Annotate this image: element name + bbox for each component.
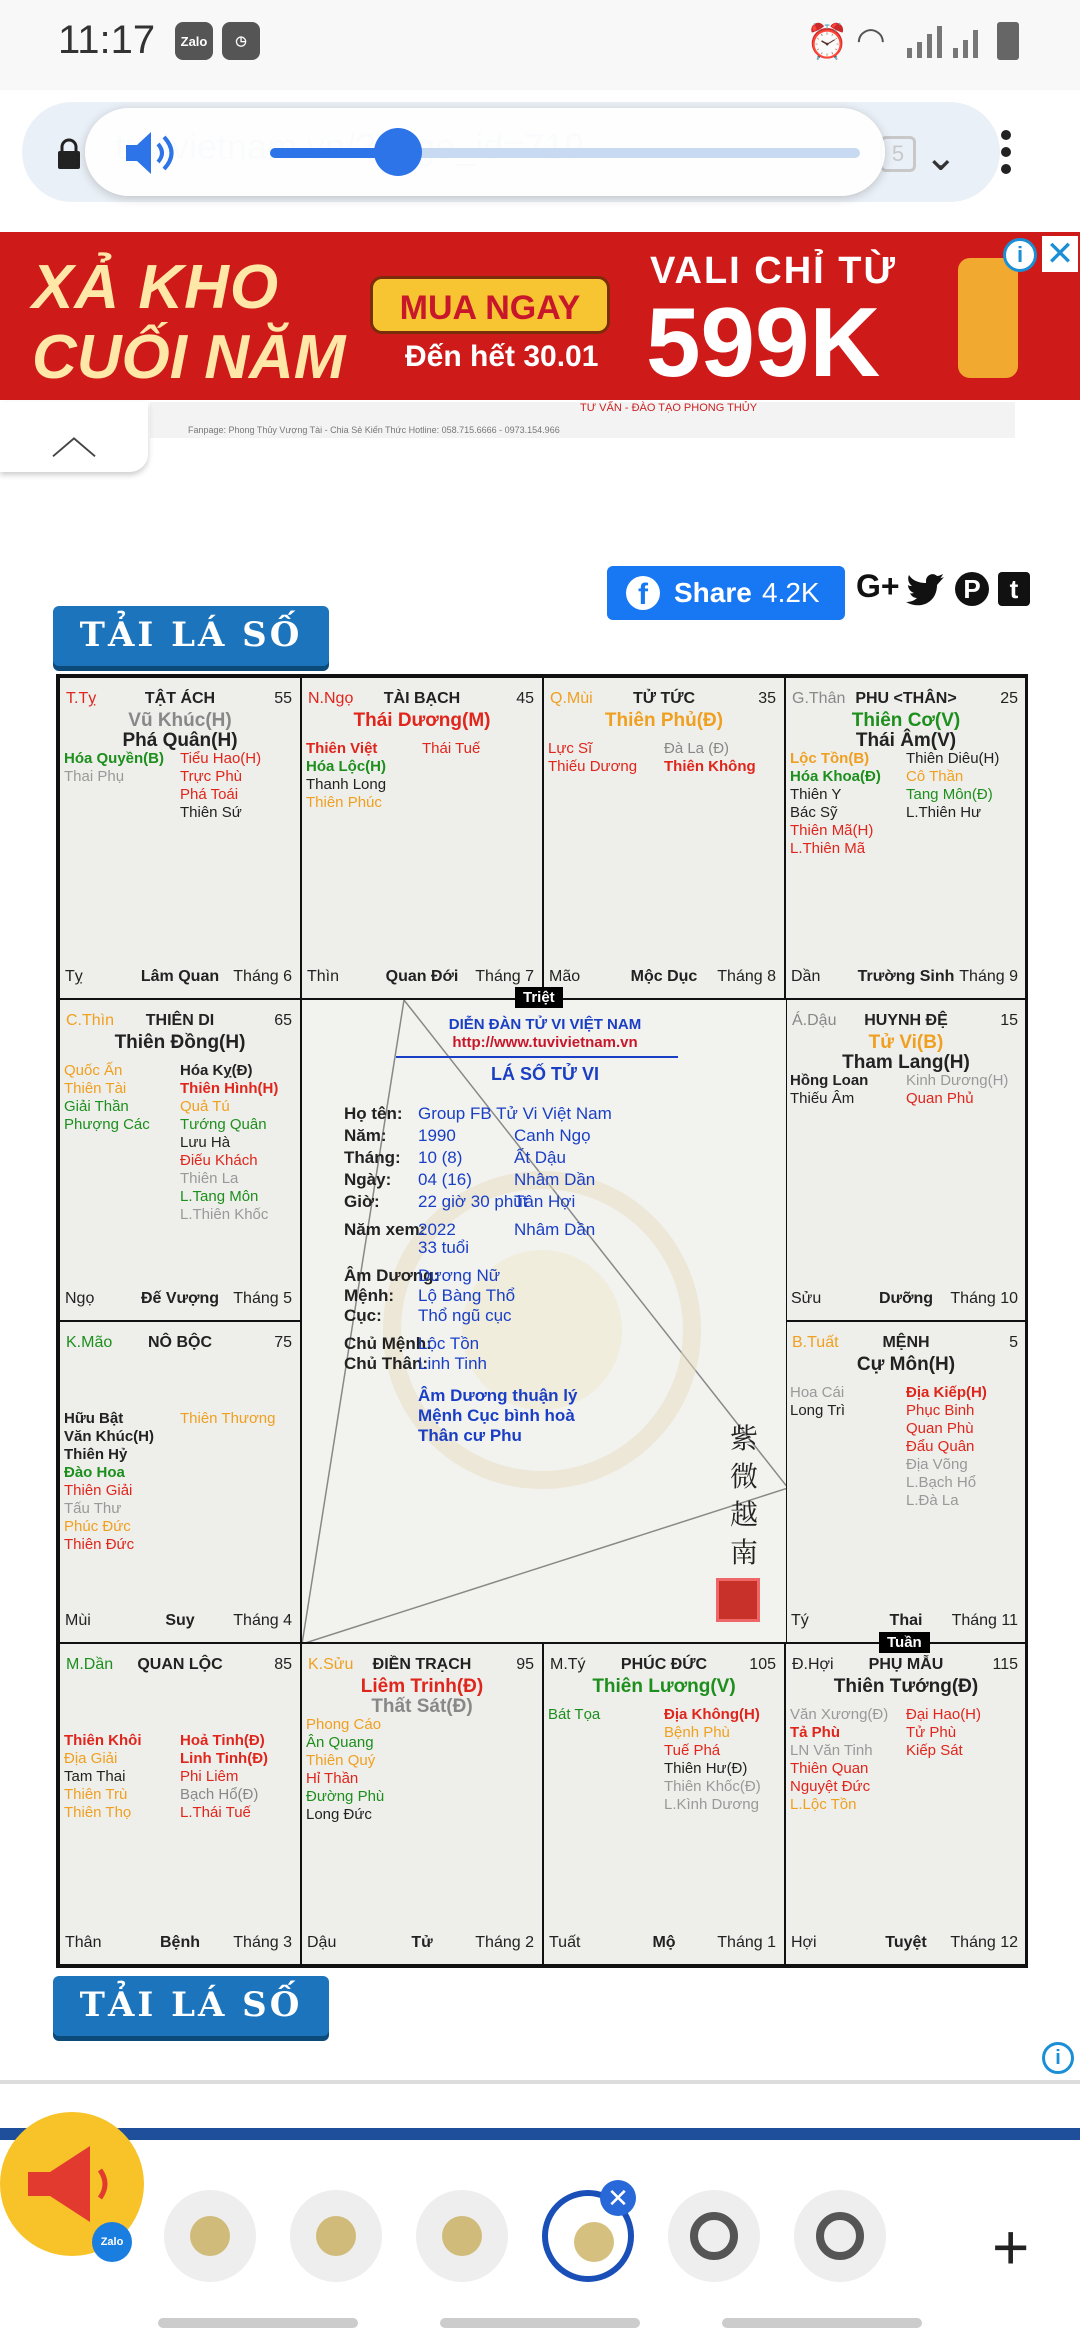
palace-phase: Trường Sinh: [857, 968, 955, 985]
volume-slider-handle[interactable]: [374, 128, 422, 176]
minor-star: Thiên Khôi: [64, 1732, 142, 1749]
minor-star: Phá Toái: [180, 786, 239, 803]
info-value-2: Ất Dậu: [514, 1148, 566, 1167]
palace-age: 45: [516, 690, 534, 707]
palace-cell: [301, 677, 543, 999]
palace-phase: Tử: [411, 1934, 433, 1951]
palace-branch: Mùi: [65, 1612, 91, 1629]
minor-star: L.Thái Tuế: [180, 1804, 251, 1821]
minor-star: Quốc Ấn: [64, 1062, 123, 1079]
palace-name: NÔ BỘC: [148, 1334, 212, 1351]
zalo-notification-icon: Zalo: [175, 22, 213, 60]
clock: 11:17: [58, 18, 156, 62]
minor-star: Thiếu Âm: [790, 1090, 855, 1107]
minor-star: Long Đức: [306, 1806, 372, 1823]
ad-info-icon[interactable]: i: [1003, 238, 1037, 272]
google-plus-icon[interactable]: G+: [856, 568, 900, 604]
minor-star: L.Đà La: [906, 1492, 959, 1509]
minor-star: Bạch Hổ(Đ): [180, 1786, 259, 1803]
wifi-icon: ◠: [856, 21, 886, 59]
minor-star: L.Thiên Hư: [906, 804, 982, 821]
minor-star: Phi Liêm: [180, 1768, 239, 1785]
info-value: Group FB Tử Vi Việt Nam: [418, 1104, 612, 1123]
info-label: Tháng:: [344, 1148, 401, 1167]
info-label: Chủ Mệnh:: [344, 1334, 432, 1353]
minor-star: Phục Binh: [906, 1402, 975, 1419]
palace-phase: Lâm Quan: [140, 968, 220, 985]
tab-thumbnail-3[interactable]: [416, 2190, 508, 2282]
palace-phase: Mộc Dục: [630, 968, 698, 985]
info-label: Họ tên:: [344, 1104, 403, 1123]
palace-branch: Sửu: [791, 1290, 822, 1307]
palace-cell: [543, 677, 785, 999]
minor-star: Thiên Không: [664, 758, 756, 775]
minor-star: Thiên Quý: [306, 1752, 376, 1769]
info-value: 04 (16): [418, 1170, 472, 1189]
info-value: Dương Nữ: [418, 1266, 501, 1285]
minor-star: Hữu Bật: [64, 1410, 124, 1427]
minor-star: Thiếu Dương: [548, 758, 638, 775]
info-value: 22 giờ 30 phút: [418, 1192, 528, 1211]
info-value: 2022: [418, 1220, 456, 1239]
triet-marker: Triệt: [515, 987, 563, 1008]
minor-star: Phượng Các: [64, 1116, 150, 1133]
forum-name: DIỄN ĐÀN TỬ VI VIỆT NAM: [448, 1016, 642, 1033]
minor-star: Thiên Mã(H): [790, 822, 874, 839]
minor-star: Hoa Cái: [790, 1384, 845, 1401]
minor-star: Địa Võng: [906, 1456, 968, 1473]
minor-star: Cô Thần: [906, 768, 964, 785]
minor-star: Tiểu Hao(H): [180, 750, 262, 767]
minor-star: L.Tang Môn: [180, 1188, 259, 1205]
minor-star: Thiên Thương: [180, 1410, 276, 1427]
main-star: Tử Vi(B): [868, 1032, 944, 1053]
minor-star: Đào Hoa: [64, 1464, 125, 1481]
palace-phase: Đế Vượng: [140, 1290, 220, 1307]
palace-name: TẬT ÁCH: [144, 690, 216, 707]
palace-stem: K.Sửu: [308, 1656, 354, 1673]
minor-star: Thiên Phúc: [306, 794, 382, 811]
palace-month: Tháng 2: [475, 1934, 534, 1951]
minor-star: L.Thiên Khốc: [180, 1206, 269, 1223]
info-label: Ngày:: [344, 1170, 392, 1189]
info-label: Chủ Thân:: [344, 1354, 429, 1373]
minor-star: Phúc Đức: [64, 1518, 131, 1535]
palace-cell: [301, 1643, 543, 1965]
download-chart-button-top[interactable]: TẢI LÁ SỐ: [53, 606, 329, 666]
palace-name: PHÚC ĐỨC: [620, 1656, 708, 1673]
minor-star: Thiên Khốc(Đ): [664, 1778, 761, 1795]
gesture-handle-1: [158, 2318, 358, 2328]
minor-star: Tấu Thư: [64, 1500, 122, 1517]
summary-note: Mệnh Cục bình hoà: [418, 1406, 575, 1425]
tab-thumbnail-2[interactable]: [290, 2190, 382, 2282]
battery-icon: [997, 22, 1019, 60]
main-star: Thái Âm(V): [855, 730, 957, 751]
tab-thumbnail-chrome-2[interactable]: [794, 2190, 886, 2282]
palace-stem: B.Tuất: [792, 1334, 839, 1351]
palace-month: Tháng 8: [717, 968, 776, 985]
minor-star: Thiên Trù: [64, 1786, 128, 1803]
zi-wei-calligraphy: 紫微越南: [730, 1422, 759, 1569]
chart-title: LÁ SỐ TỬ VI: [491, 1064, 599, 1084]
palace-stem: Á.Dậu: [792, 1012, 837, 1029]
palace-branch: Ngọ: [65, 1290, 95, 1307]
palace-branch: Tuất: [549, 1934, 581, 1951]
minor-star: Địa Kiếp(H): [906, 1384, 987, 1401]
palace-name: MỆNH: [882, 1334, 930, 1351]
speaker-icon[interactable]: [122, 128, 178, 178]
palace-cell: [785, 677, 1027, 999]
summary-note: Âm Dương thuận lý: [418, 1386, 578, 1405]
fanpage-text: Fanpage: Phong Thủy Vượng Tài - Chia Sẻ Kiến Thức Hotline: 058.715.6666 - 0973.154.966: [188, 425, 560, 435]
main-star: Thất Sát(Đ): [371, 1696, 473, 1717]
main-star: Thiên Phủ(Đ): [604, 710, 724, 731]
tab-thumbnail-1[interactable]: [164, 2190, 256, 2282]
palace-name: HUYNH ĐỆ: [864, 1012, 948, 1029]
palace-stem: M.Dần: [66, 1656, 114, 1673]
share-label: Share: [674, 577, 752, 608]
palace-name: ĐIỀN TRẠCH: [372, 1656, 472, 1673]
minor-star: Thiên Sứ: [180, 804, 242, 821]
ad-title: VALI CHỈ TỪ: [650, 250, 898, 292]
tab-thumbnail-chrome-1[interactable]: [668, 2190, 760, 2282]
info-value-2: Nhâm Dần: [514, 1170, 596, 1189]
palace-branch: Dậu: [307, 1934, 337, 1951]
minor-star: L.Thiên Mã: [790, 840, 866, 857]
minor-star: Thiên Hư(Đ): [664, 1760, 748, 1777]
alarm-icon: ⏰: [806, 23, 849, 61]
title-rule: [396, 1056, 678, 1058]
palace-age: 85: [274, 1656, 292, 1673]
palace-month: Tháng 11: [951, 1612, 1018, 1629]
minor-star: Hóa Lộc(H): [306, 758, 386, 775]
minor-star: Thiên Diêu(H): [906, 750, 1000, 767]
chart-center-panel: [301, 999, 787, 1643]
minor-star: Phong Cáo: [306, 1716, 382, 1733]
palace-phase: Dưỡng: [878, 1290, 934, 1307]
ad-deadline: Đến hết 30.01: [405, 340, 599, 373]
minor-star: Hóa Quyền(B): [64, 750, 165, 767]
minor-star: Thiên Hình(H): [180, 1080, 279, 1097]
download-chart-button-bottom[interactable]: TẢI LÁ SỐ: [53, 1976, 329, 2036]
collapse-ad-button[interactable]: ︿: [0, 402, 148, 472]
minor-star: Tả Phù: [790, 1724, 841, 1741]
palace-cell: [543, 1643, 785, 1965]
minor-star: Lưu Hà: [180, 1134, 231, 1151]
palace-stem: T.Tỵ: [66, 690, 97, 707]
minor-star: Đại Hao(H): [906, 1706, 982, 1723]
minor-star: Thiên Tài: [64, 1080, 127, 1097]
signal-icon: [905, 24, 985, 58]
minor-star: Quan Phủ: [906, 1090, 974, 1107]
palace-stem: Q.Mùi: [550, 690, 593, 707]
info-value: 33 tuổi: [418, 1238, 470, 1257]
minor-star: Văn Xương(Đ): [790, 1706, 889, 1723]
strip-subtitle: TƯ VẤN - ĐÀO TẠO PHONG THỦY: [580, 402, 758, 414]
ad-headline-1: XẢ KHO: [32, 253, 280, 322]
info-value-2: Canh Ngọ: [514, 1126, 591, 1145]
palace-branch: Hợi: [791, 1934, 817, 1951]
palace-cell: [785, 1643, 1027, 1965]
zalo-badge-icon: Zalo: [92, 2222, 132, 2262]
palace-age: 65: [274, 1012, 292, 1029]
clock-notification-icon: ◷: [222, 22, 260, 60]
facebook-icon: f: [626, 576, 660, 610]
minor-star: Thái Tuế: [422, 740, 481, 757]
palace-phase: Bệnh: [160, 1934, 200, 1951]
palace-age: 115: [992, 1656, 1018, 1673]
minor-star: Giải Thần: [64, 1098, 129, 1115]
minor-star: Tướng Quân: [180, 1116, 267, 1133]
minor-star: Kiếp Sát: [906, 1742, 963, 1759]
minor-star: L.Lộc Tồn: [790, 1796, 857, 1813]
minor-star: Hồng Loan: [790, 1072, 869, 1089]
main-star: Phá Quân(H): [122, 730, 238, 751]
minor-star: Thiên Y: [790, 786, 842, 803]
info-value: Thổ ngũ cục: [418, 1306, 512, 1325]
minor-star: Thiên Thọ: [64, 1804, 132, 1821]
minor-star: Nguyệt Đức: [790, 1778, 871, 1795]
twitter-icon[interactable]: [906, 572, 946, 606]
minor-star: Thiên Hỷ: [64, 1446, 128, 1463]
minor-star: Bác Sỹ: [790, 804, 838, 821]
palace-phase: Mộ: [652, 1934, 676, 1951]
main-star: Thiên Cơ(V): [851, 710, 961, 731]
info-label: Năm:: [344, 1126, 387, 1145]
tab-switcher-button[interactable]: 5: [880, 136, 916, 172]
main-star: Tham Lang(H): [842, 1052, 970, 1073]
info-value: 1990: [418, 1126, 456, 1145]
minor-star: Địa Không(H): [664, 1706, 760, 1723]
palace-stem: N.Ngọ: [308, 690, 354, 707]
info-label: Âm Dương:: [344, 1266, 440, 1285]
palace-stem: K.Mão: [66, 1334, 113, 1351]
palace-stem: C.Thìn: [66, 1012, 115, 1029]
minor-star: Tam Thai: [64, 1768, 126, 1785]
palace-month: Tháng 9: [959, 968, 1018, 985]
close-tab-icon[interactable]: ✕: [600, 2180, 636, 2216]
minor-star: Hỉ Thần: [306, 1770, 359, 1787]
info-value: Lộ Bàng Thổ: [418, 1286, 516, 1305]
palace-month: Tháng 1: [717, 1934, 776, 1951]
ad-buy-button[interactable]: MUA NGAY: [370, 276, 610, 334]
main-star: Thái Dương(M): [353, 710, 491, 731]
palace-age: 25: [1000, 690, 1018, 707]
site-link[interactable]: http://www.tuvivietnam.vn: [452, 1034, 638, 1051]
info-label: Mệnh:: [344, 1286, 395, 1305]
palace-phase: Suy: [165, 1612, 195, 1629]
minor-star: Kinh Dương(H): [906, 1072, 1009, 1089]
zalo-megaphone-button[interactable]: [0, 2112, 144, 2256]
minor-star: Đẩu Quân: [906, 1438, 975, 1455]
palace-phase: Thai: [889, 1612, 923, 1629]
palace-age: 15: [1000, 1012, 1018, 1029]
palace-branch: Tý: [791, 1612, 809, 1629]
minor-star: Thanh Long: [306, 776, 387, 793]
palace-stem: Đ.Hợi: [792, 1656, 834, 1673]
palace-month: Tháng 7: [475, 968, 534, 985]
palace-cell: [785, 999, 1027, 1321]
palace-cell: [59, 999, 301, 1321]
palace-age: 105: [749, 1656, 776, 1673]
minor-star: Long Trì: [790, 1402, 846, 1419]
tumblr-icon[interactable]: t: [998, 572, 1030, 606]
divider: [0, 2080, 1080, 2084]
palace-branch: Dần: [791, 968, 821, 985]
gesture-handle-3: [722, 2318, 922, 2328]
palace-age: 75: [274, 1334, 292, 1351]
ad-close-icon[interactable]: ✕: [1042, 236, 1078, 272]
minor-star: L.Kình Dương: [664, 1796, 759, 1813]
minor-star: Hóa Kỵ(Đ): [180, 1062, 253, 1079]
minor-star: Điếu Khách: [180, 1152, 258, 1169]
palace-cell: [59, 677, 301, 999]
palace-age: 5: [1009, 1334, 1018, 1351]
palace-name: PHU <THÂN>: [855, 690, 957, 707]
palace-month: Tháng 4: [233, 1612, 292, 1629]
minor-star: Bát Tọa: [548, 1706, 601, 1723]
minor-star: Đà La (Đ): [664, 740, 730, 757]
minor-star: L.Bạch Hổ: [906, 1474, 977, 1491]
new-tab-plus-icon[interactable]: +: [992, 2211, 1030, 2283]
info-value-2: Tân Hợi: [514, 1192, 576, 1211]
info-value: Linh Tinh: [418, 1354, 487, 1373]
minor-star: Tang Môn(Đ): [906, 786, 993, 803]
info-value: 10 (8): [418, 1148, 463, 1167]
palace-branch: Thìn: [307, 968, 340, 985]
minor-star: Thiên Việt: [306, 740, 378, 757]
minor-star: Quan Phù: [906, 1420, 974, 1437]
minor-star: Lộc Tồn(B): [790, 750, 870, 767]
minor-star: Tuế Phá: [664, 1742, 721, 1759]
minor-star: Thiên Đức: [64, 1536, 135, 1553]
ad-headline-2: CUỐI NĂM: [32, 323, 346, 392]
minor-star: Địa Giải: [64, 1750, 118, 1767]
palace-month: Tháng 3: [233, 1934, 292, 1951]
main-star: Cự Môn(H): [856, 1354, 956, 1375]
minor-star: Quả Tú: [180, 1098, 230, 1115]
minor-star: Thiên La: [180, 1170, 239, 1187]
minor-star: Linh Tinh(Đ): [180, 1750, 269, 1767]
pinterest-icon[interactable]: P: [955, 572, 989, 606]
palace-name: THIÊN DI: [145, 1012, 215, 1029]
info-value: Lộc Tồn: [418, 1334, 480, 1353]
ad-price: 599K: [646, 287, 881, 397]
minor-star: Thai Phụ: [64, 768, 125, 785]
palace-cell: [59, 1321, 301, 1643]
palace-phase: Tuyệt: [885, 1934, 927, 1951]
palace-name: QUAN LỘC: [137, 1656, 223, 1673]
info-value-2: Nhâm Dần: [514, 1220, 596, 1239]
summary-note: Thân cư Phu: [418, 1426, 522, 1445]
palace-stem: G.Thân: [792, 690, 846, 707]
minor-star: Bệnh Phù: [664, 1724, 730, 1741]
palace-month: Tháng 12: [950, 1934, 1018, 1951]
info-label: Cục:: [344, 1306, 382, 1325]
palace-age: 35: [758, 690, 776, 707]
minor-star: LN Văn Tinh: [790, 1742, 873, 1759]
tuan-marker: Tuần: [879, 1632, 930, 1653]
main-star: Thiên Đồng(H): [114, 1032, 246, 1053]
palace-branch: Tỵ: [65, 968, 83, 985]
minor-star: Hoả Tinh(Đ): [180, 1732, 265, 1749]
main-star: Thiên Lương(V): [592, 1676, 736, 1697]
palace-month: Tháng 10: [950, 1290, 1018, 1307]
palace-phase: Quan Đới: [385, 968, 459, 985]
lock-icon: [56, 138, 82, 170]
palace-cell: [59, 1643, 301, 1965]
minor-star: Thiên Giải: [64, 1482, 133, 1499]
minor-star: Tử Phù: [906, 1724, 957, 1741]
minor-star: Ân Quang: [306, 1734, 374, 1751]
browser-menu-button[interactable]: [1000, 130, 1012, 178]
horoscope-chart: [56, 674, 1028, 1968]
palace-name: PHỤ MẪU: [868, 1656, 944, 1673]
minor-star: Văn Khúc(H): [64, 1428, 154, 1445]
minor-star: Đường Phù: [306, 1788, 385, 1805]
main-star: Thiên Tướng(Đ): [833, 1676, 979, 1697]
palace-age: 95: [516, 1656, 534, 1673]
chevron-down-icon[interactable]: ⌄: [924, 135, 958, 179]
palace-name: TỬ TỨC: [632, 690, 696, 707]
palace-name: TÀI BẠCH: [383, 690, 461, 707]
main-star: Liêm Trinh(Đ): [360, 1676, 484, 1697]
share-count: 4.2K: [762, 577, 820, 608]
minor-star: Hóa Khoa(Đ): [790, 768, 881, 785]
palace-branch: Mão: [549, 968, 581, 985]
palace-month: Tháng 5: [233, 1290, 292, 1307]
browser-tab-strip: [0, 2140, 1080, 2340]
info-label: Giờ:: [344, 1192, 380, 1211]
ad-info-icon-bottom[interactable]: i: [1042, 2042, 1074, 2074]
palace-branch: Thân: [65, 1934, 102, 1951]
palace-age: 55: [274, 690, 292, 707]
palace-cell: [785, 1321, 1027, 1643]
palace-stem: M.Tý: [550, 1656, 586, 1673]
suitcase-image: [958, 258, 1018, 378]
red-seal-stamp: [716, 1578, 760, 1622]
gesture-handle-2: [440, 2318, 640, 2328]
minor-star: Thiên Quan: [790, 1760, 869, 1777]
palace-month: Tháng 6: [233, 968, 292, 985]
minor-star: Lực Sĩ: [548, 740, 593, 757]
info-label: Năm xem:: [344, 1220, 426, 1239]
main-star: Vũ Khúc(H): [128, 710, 232, 731]
minor-star: Trực Phù: [180, 768, 242, 785]
